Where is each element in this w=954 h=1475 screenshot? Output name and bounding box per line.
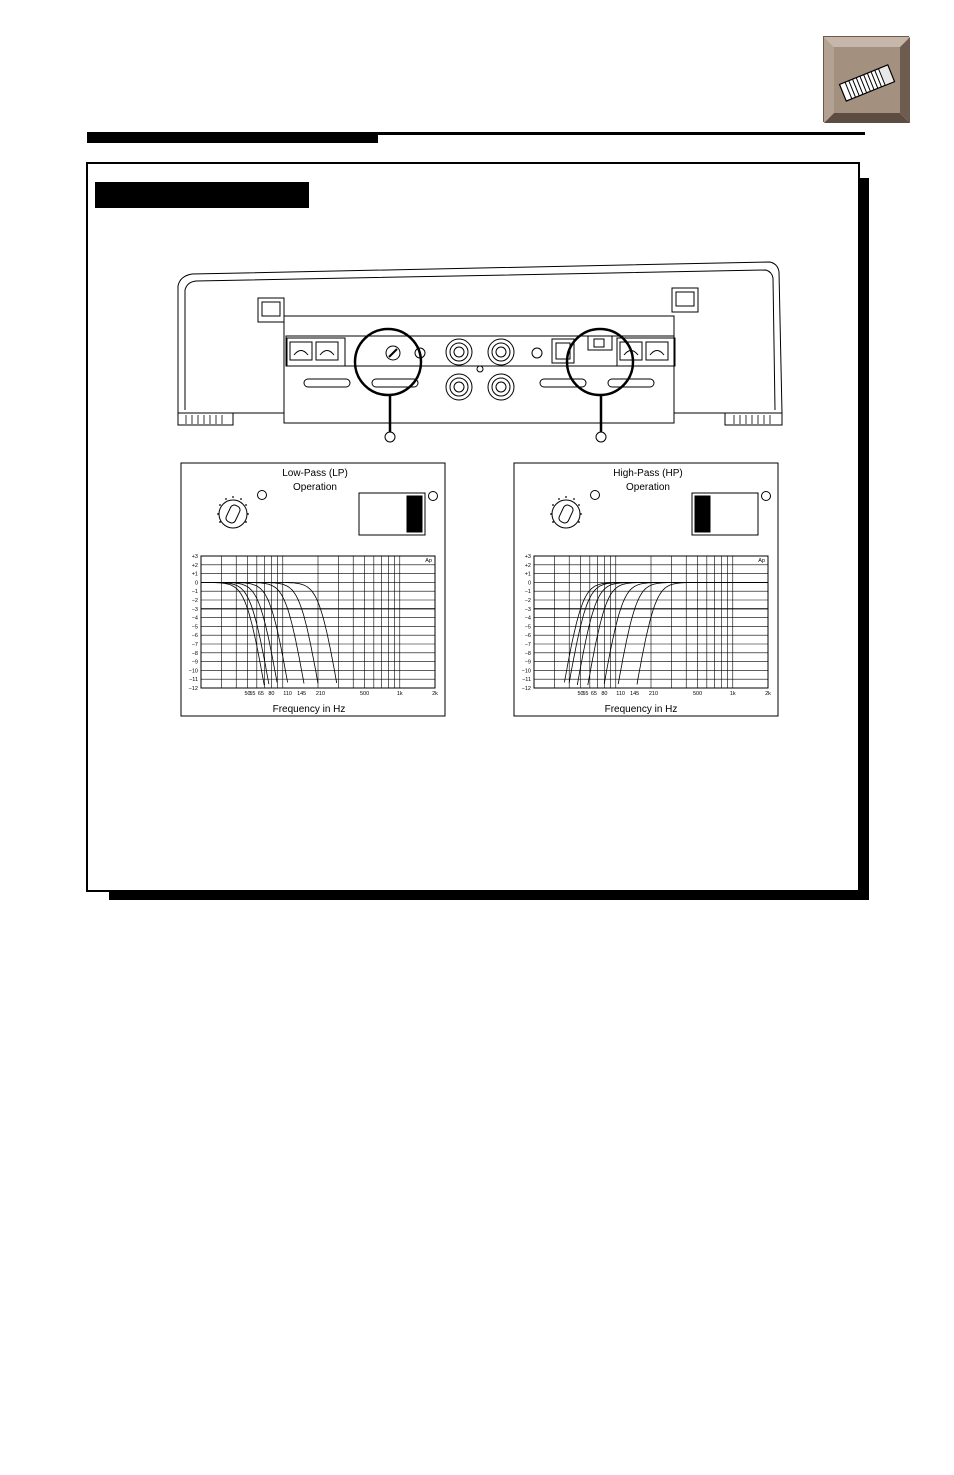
y-tick-label: −5 bbox=[524, 624, 531, 631]
x-tick-label: 2k bbox=[432, 691, 438, 697]
x-tick-label: 1k bbox=[729, 691, 736, 697]
lowpass-subtitle: Operation bbox=[293, 482, 337, 493]
lowpass-title: Low-Pass (LP) bbox=[282, 468, 348, 479]
y-tick-label: +3 bbox=[524, 554, 531, 560]
x-tick-label: 80 bbox=[601, 691, 608, 697]
x-tick-label: 55 bbox=[582, 691, 589, 697]
x-tick-label: 145 bbox=[297, 691, 307, 697]
y-tick-label: 0 bbox=[527, 580, 531, 587]
y-tick-label: −9 bbox=[524, 659, 531, 666]
y-tick-label: −12 bbox=[188, 686, 198, 692]
y-tick-label: −10 bbox=[188, 668, 198, 675]
x-tick-label: 110 bbox=[283, 691, 293, 697]
x-tick-label: 80 bbox=[268, 691, 275, 697]
y-tick-label: +3 bbox=[191, 554, 198, 560]
y-tick-label: −7 bbox=[191, 642, 198, 648]
y-tick-label: −7 bbox=[524, 642, 531, 648]
x-tick-label: 1k bbox=[396, 691, 403, 697]
x-tick-label: 500 bbox=[692, 691, 703, 697]
highpass-title: High-Pass (HP) bbox=[613, 468, 683, 479]
y-tick-label: −4 bbox=[191, 615, 198, 622]
x-tick-label: 500 bbox=[359, 691, 370, 697]
chart-badge: Ap bbox=[425, 558, 432, 564]
x-tick-label: 65 bbox=[257, 691, 264, 697]
y-tick-label: +2 bbox=[524, 562, 531, 569]
x-tick-label: 110 bbox=[616, 691, 626, 697]
x-tick-label: 210 bbox=[648, 691, 659, 697]
y-tick-label: +2 bbox=[191, 562, 198, 569]
y-tick-label: −3 bbox=[191, 606, 198, 613]
y-tick-label: 0 bbox=[194, 580, 198, 587]
y-tick-label: −5 bbox=[191, 624, 198, 631]
y-tick-label: −8 bbox=[191, 650, 198, 657]
y-tick-label: −11 bbox=[522, 677, 531, 684]
x-tick-label: 145 bbox=[630, 691, 640, 697]
y-tick-label: −6 bbox=[191, 633, 198, 640]
highpass-xlabel: Frequency in Hz bbox=[604, 704, 678, 715]
y-tick-label: −2 bbox=[191, 598, 198, 604]
x-tick-label: 210 bbox=[315, 691, 326, 697]
y-tick-label: −12 bbox=[521, 686, 531, 692]
y-tick-label: −1 bbox=[191, 589, 198, 596]
x-tick-label: 2k bbox=[765, 691, 771, 697]
x-tick-label: 50 bbox=[244, 691, 251, 697]
x-tick-label: 55 bbox=[249, 691, 256, 697]
y-tick-label: −11 bbox=[189, 677, 198, 684]
y-tick-label: −6 bbox=[524, 633, 531, 640]
chart-badge: Ap bbox=[758, 558, 765, 564]
x-tick-label: 65 bbox=[590, 691, 597, 697]
x-tick-label: 50 bbox=[577, 691, 584, 697]
y-tick-label: −4 bbox=[524, 615, 531, 622]
y-tick-label: −3 bbox=[524, 606, 531, 613]
y-tick-label: −2 bbox=[524, 598, 531, 604]
y-tick-label: +1 bbox=[191, 571, 198, 578]
y-tick-label: −9 bbox=[191, 659, 198, 666]
y-tick-label: −8 bbox=[524, 650, 531, 657]
highpass-subtitle: Operation bbox=[626, 482, 670, 493]
y-tick-label: −10 bbox=[521, 668, 531, 675]
y-tick-label: −1 bbox=[524, 589, 531, 596]
y-tick-label: +1 bbox=[524, 571, 531, 578]
lowpass-xlabel: Frequency in Hz bbox=[272, 704, 346, 715]
